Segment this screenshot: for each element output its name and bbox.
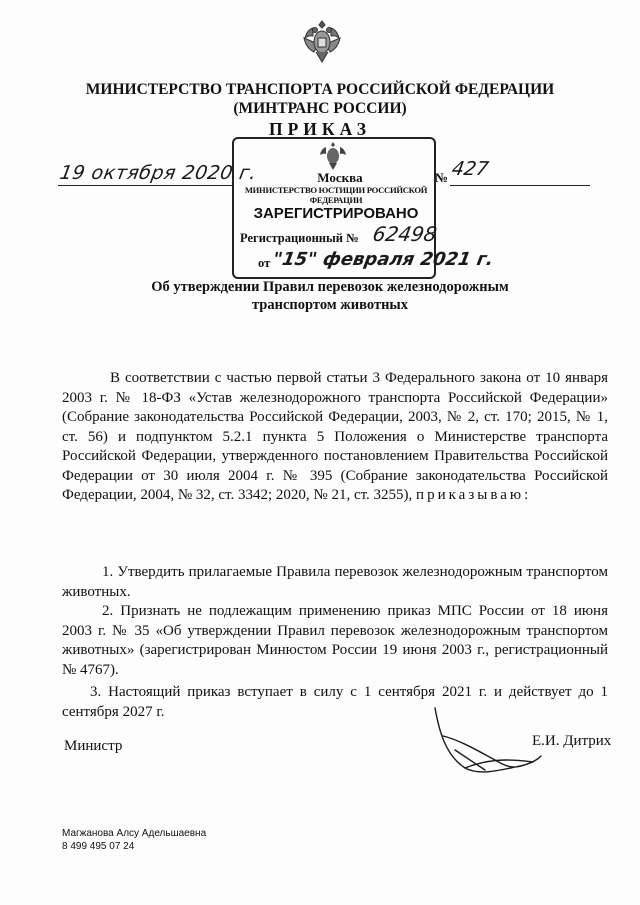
stamp-reg-number: 62498 bbox=[370, 222, 439, 246]
preamble-text: В соответствии с частью первой статьи 3 Федерального закона от 10 января 2003 г. № 18-ФЗ «Устав железнодорожного транспорта Российской Федерации» (Собрание законодательства Российской Федерации, 2003, № 2, ст. 170; 2015, № 1, ст. 56) и подпунктом 5.2.1 пункта 5 Положения о Министерстве транспорта Российской Федерации, утвержденного постановлением Правительства Российской Федерации от 30 июля 2004 г. № 395 (Собрание законодательства Российской Федерации, 2004, № 32, ст. 3342; 2020, № 21, ст. 3255), bbox=[62, 370, 608, 503]
stamp-reg-label: Регистрационный № bbox=[240, 231, 359, 245]
ministry-line1: МИНИСТЕРСТВО ТРАНСПОРТА РОССИЙСКОЙ ФЕДЕРАЦИИ bbox=[85, 81, 555, 98]
order-item-1: 1. Утвердить прилагаемые Правила перевозок железнодорожным транспортом животных. bbox=[62, 564, 608, 600]
order-item-3: 3. Настоящий приказ вступает в силу с 1 сентября 2021 г. и действует до 1 сентября 2027 г. bbox=[62, 684, 608, 720]
subject-line2: транспортом животных bbox=[252, 297, 408, 313]
ministry-name bbox=[0, 80, 640, 118]
stamp-title: ЗАРЕГИСТРИРОВАНО bbox=[253, 205, 419, 222]
order-date: 19 октября 2020 г. bbox=[58, 162, 259, 184]
stamp-city: Москва bbox=[317, 170, 363, 185]
document-type-title: ПРИКАЗ bbox=[268, 119, 372, 139]
order-word: приказываю: bbox=[416, 487, 532, 503]
number-label: № bbox=[435, 170, 449, 185]
preamble-paragraph bbox=[62, 369, 608, 506]
stamp-emblem-icon bbox=[318, 140, 348, 172]
executor-info bbox=[62, 827, 206, 853]
stamp-ministry: МИНИСТЕРСТВО ЮСТИЦИИ РОССИЙСКОЙ ФЕДЕРАЦИИ bbox=[244, 185, 428, 205]
stamp-from-label: от bbox=[258, 256, 271, 270]
ministry-line2: (МИНТРАНС РОССИИ) bbox=[233, 100, 407, 117]
subject-line1: Об утверждении Правил перевозок железнодорожным bbox=[151, 279, 509, 295]
coat-of-arms-icon bbox=[300, 18, 344, 66]
document-subject bbox=[0, 278, 640, 314]
number-underline bbox=[450, 185, 590, 186]
executor-name: Магжанова Алсу Адельшаевна bbox=[62, 828, 207, 839]
stamp-from-date: "15" февраля 2021 г. bbox=[271, 249, 496, 270]
signatory-position: Министр bbox=[64, 738, 123, 754]
date-underline bbox=[58, 185, 233, 186]
handwritten-signature-icon bbox=[425, 700, 545, 780]
order-item-2: 2. Признать не подлежащим применению приказ МПС России от 18 июня 2003 г. № 35 «Об утверждении Правил перевозок железнодорожным транспортом животных» (зарегистрирован Минюстом России 19 июня 2003 г., регистрационный № 4767). bbox=[62, 603, 608, 678]
signatory-name: Е.И. Дитрих bbox=[532, 733, 612, 749]
order-number: 427 bbox=[450, 158, 491, 180]
executor-phone: 8 499 495 07 24 bbox=[62, 841, 135, 852]
